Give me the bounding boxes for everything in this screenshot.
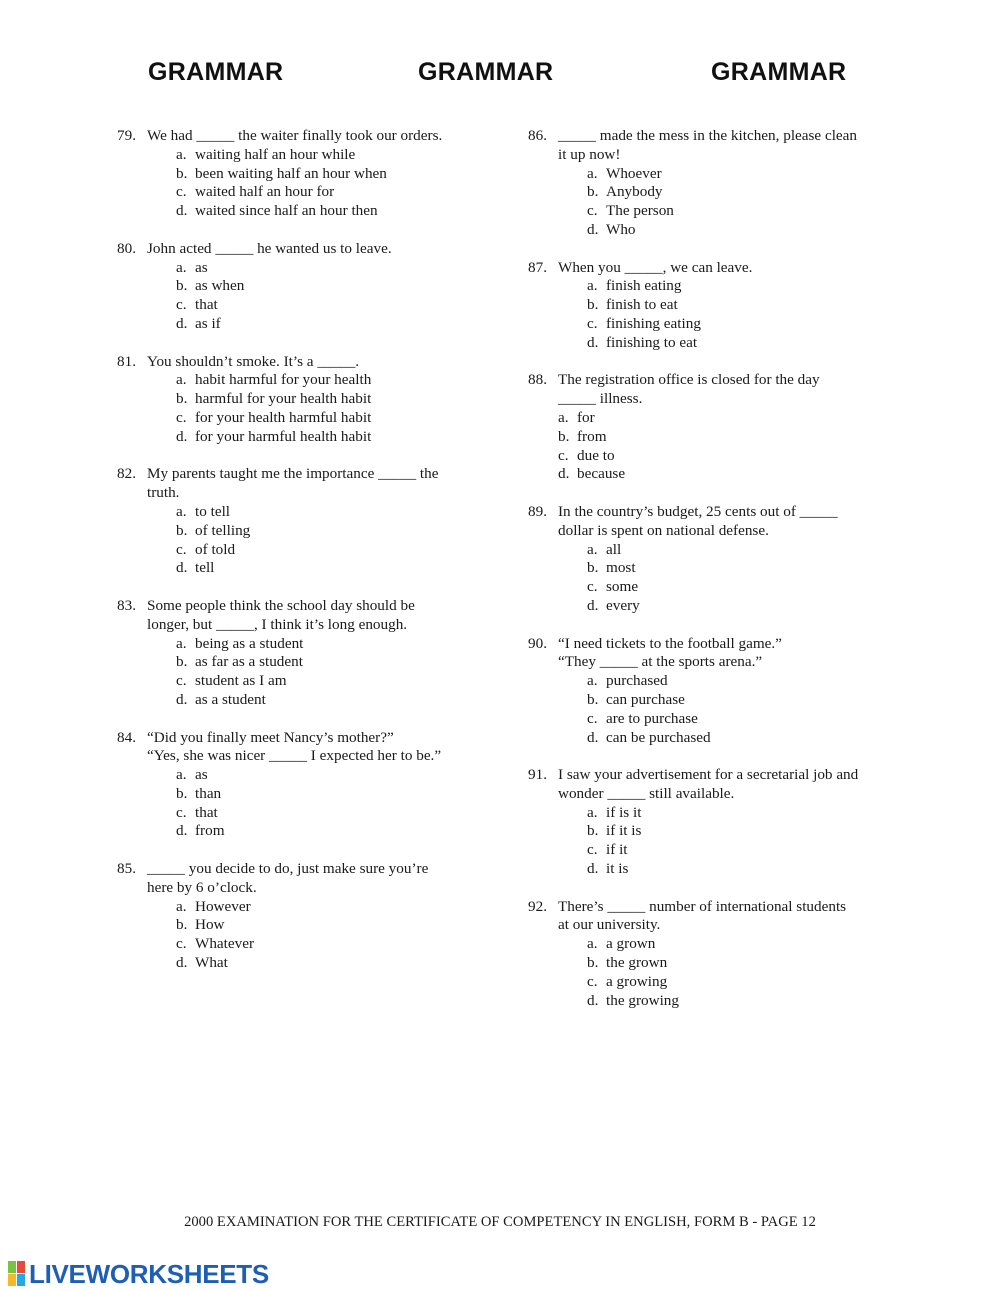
option-text: finishing eating [606,314,701,332]
question-text-line: John acted _____ he wanted us to leave. [147,239,392,257]
option-text: habit harmful for your health [195,371,372,389]
answer-option-d[interactable] [176,202,497,221]
question-text-line: it up now! [558,145,621,163]
answer-option-c[interactable] [587,202,908,221]
option-letter: a. [587,164,598,182]
option-text: every [606,596,640,614]
answer-option-c[interactable] [176,183,497,202]
option-letter: a. [587,277,598,295]
answer-option-d[interactable] [587,992,908,1011]
answer-option-c[interactable] [176,296,497,315]
option-letter: d. [587,991,599,1009]
question-number: 81. [117,352,136,370]
option-text: finishing to eat [606,333,698,351]
answer-option-a[interactable] [587,804,908,823]
option-letter: a. [176,145,187,163]
answer-option-a[interactable] [587,541,908,560]
answer-option-b[interactable] [176,916,497,935]
option-text: due to [577,446,615,464]
question-text-line: “They _____ at the sports arena.” [558,653,763,671]
answer-option-a[interactable] [176,259,497,278]
question-text-line: _____ you decide to do, just make sure you’re [147,860,429,878]
answer-options [528,409,908,484]
option-letter: d. [558,465,570,483]
answer-option-d[interactable] [587,334,908,353]
option-text: the grown [606,954,668,972]
option-letter: b. [176,390,188,408]
answer-option-c[interactable] [558,447,908,466]
answer-option-b[interactable] [587,691,908,710]
option-text: been waiting half an hour when [195,164,387,182]
option-text: most [606,559,636,577]
option-letter: d. [587,596,599,614]
question-number: 80. [117,239,136,257]
option-letter: a. [176,766,187,784]
option-letter: b. [176,277,188,295]
answer-option-b[interactable] [587,183,908,202]
option-text: waited since half an hour then [195,202,378,220]
answer-option-c[interactable] [176,409,497,428]
option-text: finish to eat [606,296,678,314]
answer-options [117,766,497,841]
option-text: as far as a student [195,653,303,671]
option-letter: d. [176,202,188,220]
option-text: the growing [606,991,679,1009]
option-text: harmful for your health habit [195,390,372,408]
option-letter: a. [587,540,598,558]
option-letter: d. [176,559,188,577]
answer-option-c[interactable] [176,672,497,691]
question-83 [117,597,497,710]
question-number: 85. [117,860,136,878]
option-letter: c. [587,314,598,332]
liveworksheets-logo-text: LIVEWORKSHEETS [29,1258,269,1289]
option-letter: d. [176,427,188,445]
answer-option-a[interactable] [587,935,908,954]
header-center: GRAMMAR [418,58,554,86]
answer-options [528,935,908,1010]
option-letter: b. [176,784,188,802]
question-number: 88. [528,371,547,389]
question-text-line: “Did you finally meet Nancy’s mother?” [147,728,394,746]
liveworksheets-logo [8,1258,269,1290]
answer-option-c[interactable] [587,841,908,860]
option-letter: b. [587,296,599,314]
answer-option-a[interactable] [587,672,908,691]
question-88 [528,371,908,484]
option-text: tell [195,559,215,577]
option-text: from [195,822,225,840]
option-text: finish eating [606,277,682,295]
left-question-column [117,127,497,973]
answer-option-a[interactable] [176,503,497,522]
answer-option-a[interactable] [176,371,497,390]
answer-options [528,541,908,616]
answer-option-b[interactable] [587,822,908,841]
option-letter: d. [587,860,599,878]
answer-options [117,259,497,334]
answer-option-c[interactable] [176,804,497,823]
option-text: that [195,296,218,314]
option-text: can purchase [606,690,685,708]
question-text-line: You shouldn’t smoke. It’s a _____. [147,352,360,370]
question-text-line: at our university. [558,916,661,934]
answer-option-a[interactable] [587,277,908,296]
answer-options [528,165,908,240]
option-letter: c. [176,935,187,953]
answer-option-b[interactable] [176,785,497,804]
answer-option-d[interactable] [176,822,497,841]
option-text: because [577,465,626,483]
question-number: 90. [528,634,547,652]
option-text: as [195,258,208,276]
option-letter: b. [176,653,188,671]
question-text-line: When you _____, we can leave. [558,258,753,276]
answer-options [528,804,908,879]
option-letter: c. [176,408,187,426]
answer-option-a[interactable] [176,146,497,165]
option-letter: c. [587,202,598,220]
option-letter: d. [176,690,188,708]
answer-option-a[interactable] [587,165,908,184]
option-letter: c. [587,578,598,596]
answer-options [117,503,497,578]
question-number: 89. [528,502,547,520]
option-letter: b. [587,183,599,201]
question-92 [528,898,908,1011]
question-text-line: Some people think the school day should be [147,596,415,614]
option-text: purchased [606,672,668,690]
option-text: Whatever [195,935,255,953]
option-text: are to purchase [606,709,698,727]
question-text-line: truth. [147,484,180,502]
option-letter: c. [176,803,187,821]
option-letter: c. [176,183,187,201]
option-letter: d. [176,822,188,840]
option-text: How [195,916,225,934]
option-text: Who [606,220,636,238]
option-letter: b. [587,954,599,972]
answer-option-b[interactable] [176,165,497,184]
question-text-line: We had _____ the waiter finally took our orders. [147,127,443,144]
option-text: Whoever [606,164,662,182]
option-text: waited half an hour for [195,183,335,201]
question-number: 86. [528,127,547,144]
answer-options [117,898,497,973]
question-89 [528,503,908,616]
answer-option-c[interactable] [587,315,908,334]
answer-option-c[interactable] [176,541,497,560]
question-number: 91. [528,766,547,784]
question-87 [528,259,908,353]
answer-option-b[interactable] [587,296,908,315]
option-letter: c. [587,841,598,859]
option-text: Anybody [606,183,663,201]
option-letter: c. [558,446,569,464]
question-91 [528,766,908,879]
question-82 [117,465,497,578]
question-number: 87. [528,258,547,276]
answer-option-a[interactable] [176,766,497,785]
question-text-line: There’s _____ number of international students [558,897,847,915]
option-text: to tell [195,502,231,520]
answer-option-d[interactable] [558,465,908,484]
question-text-line: I saw your advertisement for a secretarial job and [558,766,859,784]
option-text: for your harmful health habit [195,427,372,445]
option-text: student as I am [195,672,287,690]
option-letter: c. [587,709,598,727]
option-text: if it is [606,822,642,840]
question-text-line: “Yes, she was nicer _____ I expected her to be.” [147,747,442,765]
answer-option-d[interactable] [587,221,908,240]
option-letter: b. [558,427,570,445]
option-text: it is [606,860,629,878]
option-text: a grown [606,935,656,953]
option-letter: a. [587,935,598,953]
option-text: being as a student [195,634,304,652]
option-text: waiting half an hour while [195,145,356,163]
option-letter: a. [558,408,569,426]
answer-option-b[interactable] [176,390,497,409]
question-text-line: The registration office is closed for the day [558,371,820,389]
right-question-column [528,127,908,1010]
option-letter: b. [587,559,599,577]
option-letter: a. [176,258,187,276]
answer-options [528,277,908,352]
answer-options [528,672,908,747]
option-letter: a. [587,803,598,821]
question-number: 84. [117,728,136,746]
option-text: that [195,803,218,821]
option-letter: c. [176,672,187,690]
answer-option-d[interactable] [176,428,497,447]
question-text-line: “I need tickets to the football game.” [558,634,782,652]
question-number: 82. [117,465,136,483]
question-80 [117,240,497,334]
question-text-line: _____ illness. [558,390,643,408]
question-number: 92. [528,897,547,915]
answer-option-a[interactable] [176,898,497,917]
answer-option-a[interactable] [176,635,497,654]
answer-option-c[interactable] [587,710,908,729]
liveworksheets-logo-icon [8,1261,26,1287]
answer-option-d[interactable] [176,954,497,973]
answer-option-d[interactable] [587,597,908,616]
answer-option-d[interactable] [176,559,497,578]
question-text-line: longer, but _____, I think it’s long enough. [147,615,408,633]
answer-option-b[interactable] [176,653,497,672]
answer-option-d[interactable] [587,729,908,748]
header-right: GRAMMAR [711,58,847,86]
question-text-line: here by 6 o’clock. [147,878,257,896]
answer-option-b[interactable] [587,559,908,578]
option-letter: d. [587,333,599,351]
option-text: However [195,897,251,915]
option-text: from [577,427,607,445]
option-letter: a. [587,672,598,690]
option-letter: d. [176,314,188,332]
answer-option-b[interactable] [176,277,497,296]
option-letter: c. [176,540,187,558]
option-letter: a. [176,634,187,652]
option-letter: c. [587,972,598,990]
question-text-line: In the country’s budget, 25 cents out of _____ [558,502,838,520]
answer-option-c[interactable] [587,578,908,597]
question-84 [117,729,497,842]
option-letter: c. [176,296,187,314]
option-letter: d. [587,220,599,238]
option-letter: b. [176,916,188,934]
question-79 [117,127,497,221]
option-text: can be purchased [606,728,711,746]
answer-option-d[interactable] [176,691,497,710]
answer-option-d[interactable] [176,315,497,334]
question-number: 79. [117,127,136,144]
option-text: as a student [195,690,266,708]
option-text: for your health harmful habit [195,408,372,426]
option-letter: a. [176,371,187,389]
option-text: if it [606,841,628,859]
question-86 [528,127,908,240]
option-text: all [606,540,622,558]
option-text: of telling [195,521,251,539]
option-text: a growing [606,972,668,990]
question-85 [117,860,497,973]
question-text-line: dollar is spent on national defense. [558,521,769,539]
answer-option-c[interactable] [587,973,908,992]
answer-option-c[interactable] [176,935,497,954]
option-letter: b. [587,822,599,840]
option-text: as [195,766,208,784]
option-letter: d. [587,728,599,746]
option-text: as when [195,277,245,295]
option-text: as if [195,314,221,332]
question-text-line: My parents taught me the importance _____ the [147,465,439,483]
option-letter: d. [176,954,188,972]
answer-option-b[interactable] [176,522,497,541]
option-text: What [195,954,228,972]
answer-options [117,146,497,221]
option-letter: a. [176,897,187,915]
question-text-line: _____ made the mess in the kitchen, please clean [558,127,858,144]
option-text: for [577,408,595,426]
answer-option-a[interactable] [558,409,908,428]
answer-option-b[interactable] [587,954,908,973]
option-letter: b. [176,521,188,539]
answer-options [117,371,497,446]
question-text-line: wonder _____ still available. [558,784,735,802]
option-text: some [606,578,639,596]
option-letter: a. [176,502,187,520]
page-footer: 2000 EXAMINATION FOR THE CERTIFICATE OF COMPETENCY IN ENGLISH, FORM B - PAGE 12 [184,1214,816,1230]
answer-options [117,635,497,710]
question-81 [117,353,497,447]
question-90 [528,635,908,748]
question-number: 83. [117,596,136,614]
header-left: GRAMMAR [148,58,284,86]
option-text: of told [195,540,236,558]
option-text: The person [606,202,674,220]
answer-option-d[interactable] [587,860,908,879]
option-text: if is it [606,803,642,821]
option-letter: b. [587,690,599,708]
option-letter: b. [176,164,188,182]
option-text: than [195,784,222,802]
answer-option-b[interactable] [558,428,908,447]
